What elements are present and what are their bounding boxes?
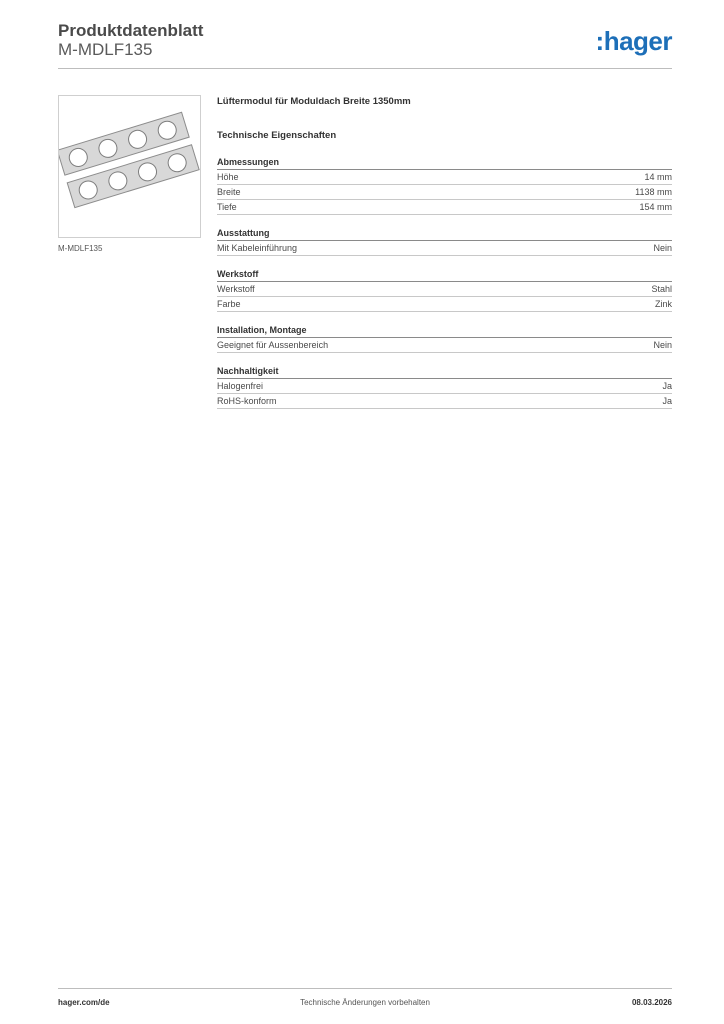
property-value: Ja [662,381,672,391]
image-caption: M-MDLF135 [58,244,103,253]
technical-properties-heading: Technische Eigenschaften [217,130,337,141]
footer-divider [58,988,672,989]
product-description: Lüftermodul für Moduldach Breite 1350mm [217,96,411,107]
property-value: Zink [654,299,672,309]
property-label: Werkstoff [217,284,255,294]
section-nachhaltigkeit [217,365,672,409]
property-value: Nein [653,340,672,350]
property-value: 14 mm [644,172,672,182]
property-label: RoHS-konform [217,396,277,406]
section-ausstattung [217,227,672,256]
page-header [58,20,672,70]
property-label: Breite [217,187,241,197]
product-code: M-MDLF135 [58,40,153,59]
property-row [217,297,672,312]
property-row [217,170,672,185]
section-title: Werkstoff [217,268,672,282]
hager-logo[interactable]: :hager [595,26,672,56]
section-abmessungen [217,156,672,215]
property-label: Mit Kabeleinführung [217,243,298,253]
property-value: 154 mm [639,202,672,212]
document-title: Produktdatenblatt [58,21,204,40]
product-details [217,96,672,409]
property-value: Stahl [651,284,672,294]
properties-sections [217,156,672,409]
property-label: Farbe [217,299,241,309]
property-row [217,394,672,409]
document-date: 08.03.2026 [631,998,672,1007]
property-label: Geeignet für Aussenbereich [217,340,329,350]
property-label: Tiefe [217,202,237,212]
fan-module-illustration [59,96,200,237]
website-link[interactable]: hager.com/de [58,998,110,1007]
section-title: Ausstattung [217,227,672,241]
property-row [217,338,672,353]
section-title: Abmessungen [217,156,672,170]
property-value: 1138 mm [635,187,672,197]
product-image [58,95,201,238]
property-row [217,282,672,297]
section-title: Installation, Montage [217,324,672,338]
property-value: Nein [653,243,672,253]
disclaimer-note: Technische Änderungen vorbehalten [300,998,430,1007]
property-label: Halogenfrei [217,381,264,391]
section-installation-montage [217,324,672,353]
property-row [217,241,672,256]
property-row [217,185,672,200]
header-divider [58,68,672,69]
section-title: Nachhaltigkeit [217,365,672,379]
property-row [217,379,672,394]
property-row [217,200,672,215]
property-value: Ja [662,396,672,406]
section-werkstoff [217,268,672,312]
property-label: Höhe [217,172,239,182]
